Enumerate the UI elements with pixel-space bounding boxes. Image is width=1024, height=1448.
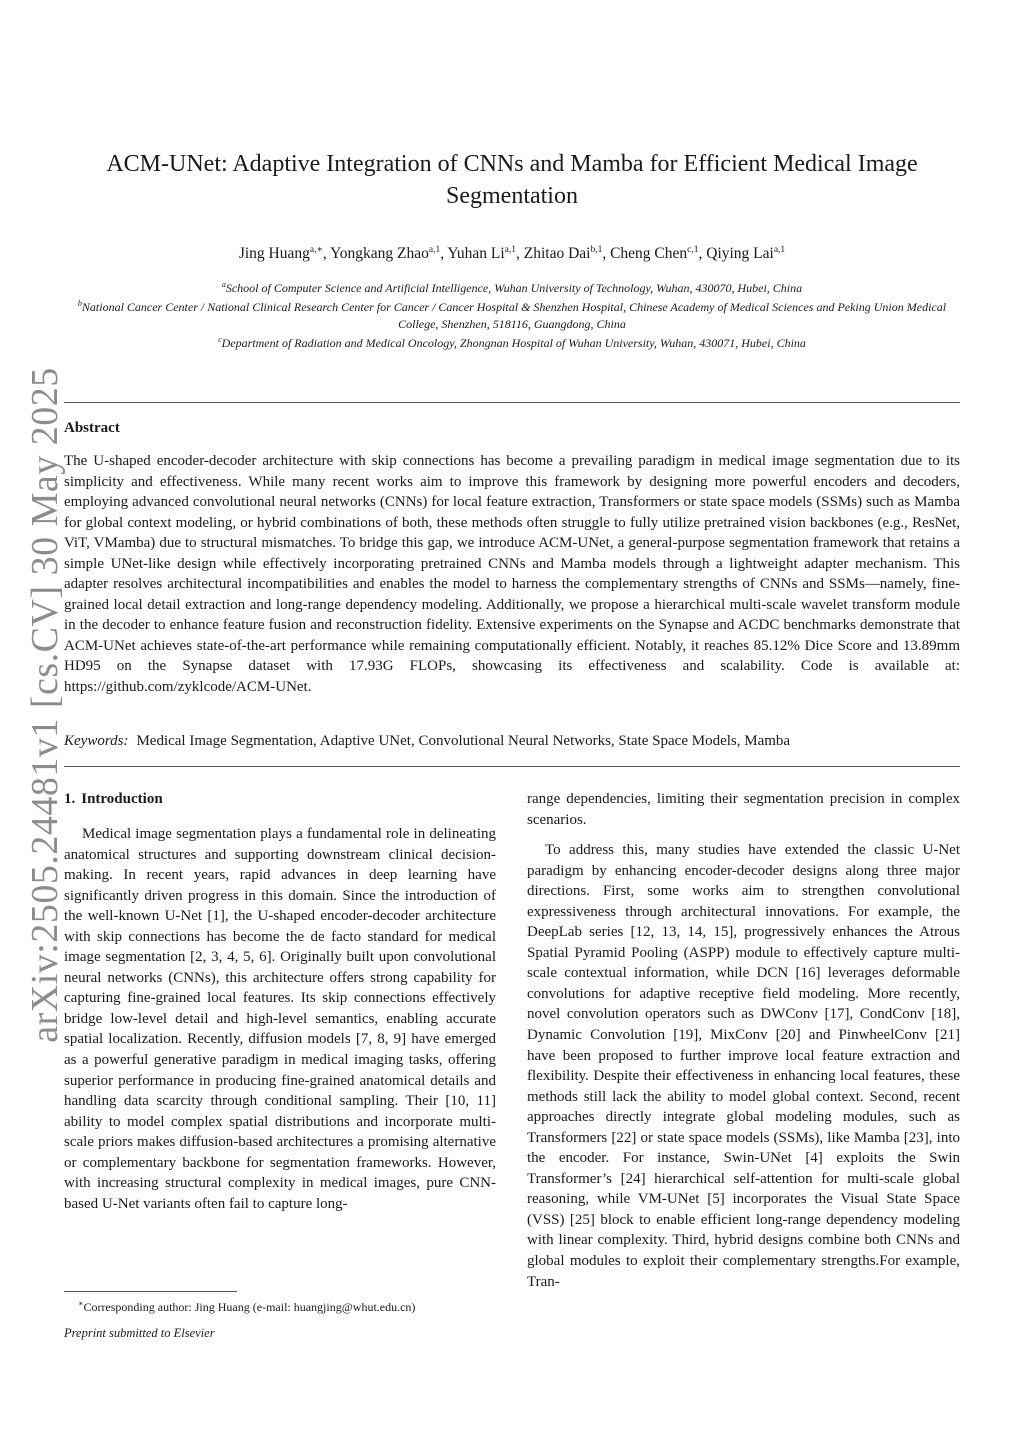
author: Yuhan Li$^{a,1}$ [447, 245, 516, 263]
keywords-label: Keywords: [64, 733, 129, 749]
left-column [64, 789, 496, 1214]
paper-title: ACM-UNet: Adaptive Integration of CNNs and Mamba for Efficient Medical Image Segmentation [106, 151, 918, 209]
footnote-divider [64, 1291, 237, 1292]
section-number: 1. [64, 791, 76, 807]
top-divider [64, 402, 960, 403]
affiliation-list [60, 277, 964, 351]
author: Qiying Lai$^{a,1}$ [706, 245, 786, 263]
arxiv-identifier[interactable]: arXiv:2505.24481v1 [cs.CV] 30 May 2025 [24, 367, 66, 1043]
section-title: Introduction [81, 791, 163, 807]
intro-paragraph-continuation: range dependencies, limiting their segmentation precision in complex scenarios. [527, 791, 960, 828]
keywords-text: Medical Image Segmentation, Adaptive UNet, Convolutional Neural Networks, State Space Models, Mamba [136, 733, 791, 749]
abstract-heading: Abstract [64, 420, 120, 436]
intro-paragraph-2: To address this, many studies have extended the classic U-Net paradigm by enhancing encoder-decoder designs along three major directions. First, some works aim to strengthen convolutional expressiveness through architectural innovations. For example, the DeepLab series [12, 13, 14, 15], progressively enhances the Atrous Spatial Pyramid Pooling (ASPP) module to effectively capture multi-scale contextual information, while DCN [16] leverages deformable convolutions for adaptive receptive field modeling. More recently, novel convolution operators such as DWConv [17], CondConv [18], Dynamic Convolution [19], MixConv [20] and PinwheelConv [21] have been proposed to further improve local feature extraction and flexibility. Despite their effectiveness in enhancing local features, these methods still lack the ability to model global context. Second, recent approaches directly integrate global modeling modules, such as Transformers [22] or state space models (SSMs), like Mamba [23], into the encoder. For instance, Swin-UNet [4] exploits the Swin Transformer’s [24] hierarchical self-attention for multi-scale global reasoning, while VM-UNet [5] incorporates the Visual State Space (VSS) [25] block to enable efficient long-range dependency modeling with linear complexity. Third, hybrid designs combine both CNNs and global modules to exploit their complementary strengths.For example, Tran- [527, 842, 960, 1290]
affiliation: $^b$National Cancer Center / National Clinical Research Center for Cancer / Cancer Hospital & Shenzhen Hospital, Chinese Academy of Medical Sciences and Peking Union Medical College, Shenzhen, 518116, Guangdong, China [77, 299, 947, 331]
footnote-mark: ∗ [78, 1299, 84, 1308]
abstract-text: The U-shaped encoder-decoder architecture with skip connections has become a prevailing paradigm in medical image segmentation due to its simplicity and effectiveness. While many recent works aim to improve this framework by designing more powerful encoders and decoders, employing advanced convolutional neural networks (CNNs) for local feature extraction, Transformers or state space models (SSMs) such as Mamba for global context modeling, or hybrid combinations of both, these methods often struggle to fully utilize pretrained vision backbones (e.g., ResNet, ViT, VMamba) due to structural mismatches. To bridge this gap, we introduce ACM-UNet, a general-purpose segmentation framework that retains a simple UNet-like design while effectively incorporating pretrained CNNs and Mamba models through a lightweight adapter mechanism. This adapter resolves architectural incompatibilities and enables the model to harness the complementary strengths of CNNs and SSMs—namely, fine-grained local detail extraction and long-range dependency modeling. Additionally, we propose a hierarchical multi-scale wavelet transform module in the decoder to enhance feature fusion and reconstruction fidelity. Extensive experiments on the Synapse and ACDC benchmarks demonstrate that ACM-UNet achieves state-of-the-art performance while remaining computationally efficient. Notably, it reaches 85.12% Dice Score and 13.89mm HD95 on the Synapse dataset with 17.93G FLOPs, showcasing its effectiveness and scalability. Code is available at: https://github.com/zyklcode/ACM-UNet. [64, 453, 960, 695]
intro-paragraph-1: Medical image segmentation plays a fundamental role in delineating anatomical structures and supporting downstream clinical decision-making. In recent years, rapid advances in deep learning have significantly driven progress in this domain. Since the introduction of the well-known U-Net [1], the U-shaped encoder-decoder architecture with skip connections has become the de facto standard for medical image segmentation [2, 3, 4, 5, 6]. Originally built upon convolutional neural networks (CNNs), this architecture offers strong capability for capturing fine-grained local features. Its skip connections effectively bridge low-level detail and high-level semantics, enabling accurate spatial localization. Recently, diffusion models [7, 8, 9] have emerged as a powerful generative paradigm in medical imaging tasks, offering superior performance in producing fine-grained anatomical details and handling data scarcity through conditional sampling. Their [10, 11] ability to model complex spatial distributions and incorporate multi-scale priors makes diffusion-based architectures a promising alternative or complementary backbone for segmentation frameworks. However, with increasing structural complexity in medical images, pure CNN-based U-Net variants often fail to capture long- [64, 826, 496, 1212]
right-column [527, 789, 960, 1292]
keywords [64, 731, 960, 751]
author: Zhitao Dai$^{b,1}$ [523, 245, 603, 263]
footnote-text: Corresponding author: Jing Huang (e-mail: huangjing@whut.edu.cn) [83, 1300, 416, 1314]
author: Cheng Chen$^{c,1}$ [610, 245, 699, 263]
author: Jing Huang$^{a,∗}$ [238, 245, 323, 263]
affiliation: $^c$Department of Radiation and Medical Oncology, Zhongnan Hospital of Wuhan University, Wuhan, 430071, Hubei, China [218, 334, 806, 350]
author: Yongkang Zhao$^{a,1}$ [330, 245, 441, 263]
preprint-note: Preprint submitted to Elsevier [64, 1326, 215, 1340]
footnote [64, 1296, 415, 1315]
affiliation: $^a$School of Computer Science and Artificial Intelligence, Wuhan University of Technology, Wuhan, 430070, Hubei, China [221, 280, 803, 295]
section-heading-introduction [64, 789, 496, 809]
author-list: Jing Huang$^{a,∗}$, Yongkang Zhao$^{a,1}$, Yuhan Li$^{a,1}$, Zhitao Dai$^{b,1}$, Cheng Chen$^{c,1}$, Qiying Lai$^{a,1}$ [238, 245, 786, 263]
bottom-divider [64, 766, 960, 767]
